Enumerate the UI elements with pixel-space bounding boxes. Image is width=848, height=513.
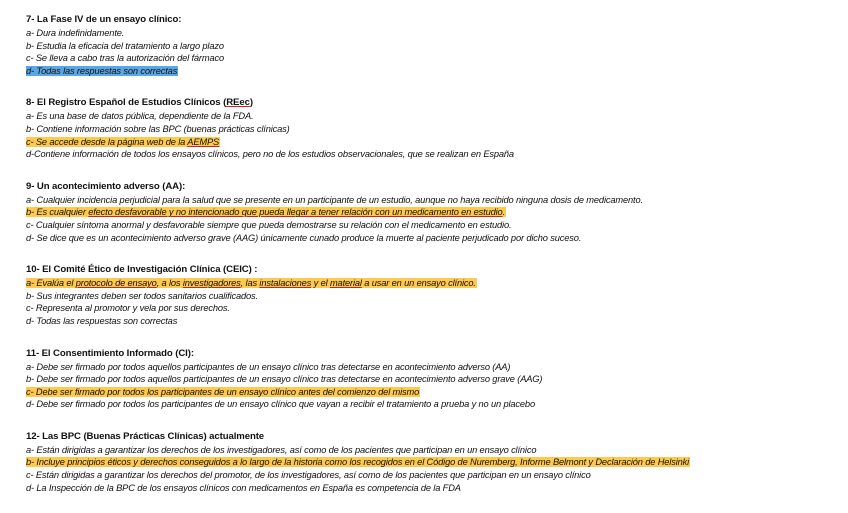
- question-12: [26, 431, 836, 494]
- question-title: 7- La Fase IV de un ensayo clínico:: [26, 14, 182, 25]
- question-8: [26, 97, 836, 160]
- option-b: b- Sus integrantes deben ser todos sanitarios cualificados.: [26, 290, 258, 301]
- option-c: c- Debe ser firmado por todos los participantes de un ensayo clínico antes del comienzo del mismo: [26, 386, 420, 397]
- underlined-term: investigadores: [182, 278, 241, 289]
- option-c: c- Están dirigidas a garantizar los derechos del promotor, de los investigadores, así como de los pacientes que participan en un ensayo clínico: [26, 470, 591, 481]
- option-b: b- Debe ser firmado por todos aquellos participantes de un ensayo clínico tras detectarse en acontecimiento adverso grave (AAG): [26, 374, 543, 385]
- option-a: a- Es una base de datos pública, dependiente de la FDA.: [26, 111, 254, 122]
- option-c: c- Se lleva a cabo tras la autorización del fármaco: [26, 53, 225, 64]
- underlined-term: material: [329, 278, 362, 289]
- question-title: 11- El Consentimiento Informado (CI):: [26, 347, 194, 359]
- option-d: d- Se dice que es un acontecimiento adverso grave (AAG) únicamente cunado produce la muerte al paciente perjudicado por dicho suceso.: [26, 232, 582, 243]
- option-c: c- Cualquier síntoma anormal y desfavorable siempre que pueda demostrarse su relación con el medicamento en estudio.: [26, 219, 512, 230]
- underlined-term: protocolo de ensayo: [75, 278, 157, 289]
- question-11: [26, 348, 836, 411]
- option-b: b- Contiene información sobre las BPC (buenas prácticas clínicas): [26, 123, 290, 134]
- option-b: b- Es cualquier efecto desfavorable y no intencionado que pueda llegar a tener relación con un medicamento en estudio.: [26, 207, 505, 218]
- question-title: 12- Las BPC (Buenas Prácticas Clínicas) actualmente: [26, 430, 265, 442]
- option-d: d- Todas las respuestas son correctas: [26, 315, 178, 326]
- option-d: d-Contiene información de todos los ensayos clínicos, pero no de los estudios observacionales, que se realizan en España: [26, 149, 514, 160]
- underlined-term: efecto desfavorable y no intencionado que pueda llegar a tener relación con un medicamento en estudio: [88, 207, 503, 218]
- question-9: [26, 181, 836, 244]
- underlined-term: instalaciones: [259, 278, 312, 289]
- question-7: [26, 14, 836, 77]
- underlined-term: REec: [226, 97, 250, 109]
- document-page: [26, 14, 836, 513]
- option-b: b- Incluye principios éticos y derechos conseguidos a lo largo de la historia como los recogidos en el Código de Nuremberg, Informe Belmont y Declaración de Helsinki: [26, 457, 690, 468]
- question-10: [26, 264, 836, 327]
- option-a: a- Evalúa el protocolo de ensayo, a los investigadores, las instalaciones y el material a usar en un ensayo clínico.: [26, 278, 476, 289]
- option-d: d- La Inspección de la BPC de los ensayos clínicos con medicamentos en España es competencia de la FDA: [26, 482, 461, 493]
- option-c: c- Representa al promotor y vela por sus derechos.: [26, 303, 230, 314]
- option-c: c- Se accede desde la página web de la AEMPS: [26, 136, 220, 147]
- option-a: a- Cualquier incidencia perjudicial para la salud que se presente en un participante de un estudio, aunque no haya recibido ninguna dosis de medicamento.: [26, 194, 643, 205]
- option-d: d- Todas las respuestas son correctas: [26, 65, 178, 76]
- option-b: b- Estudia la eficacia del tratamiento a largo plazo: [26, 40, 224, 51]
- option-a: a- Debe ser firmado por todos aquellos participantes de un ensayo clínico tras detectarse en acontecimiento adverso (AA): [26, 361, 511, 372]
- option-a: a- Dura indefinidamente.: [26, 28, 125, 38]
- underlined-term: AEMPS: [187, 136, 220, 147]
- question-title: 10- El Comité Ético de Investigación Clínica (CEIC) :: [26, 264, 258, 276]
- question-title: 8- El Registro Español de Estudios Clínicos (REec): [26, 97, 253, 109]
- question-title: 9- Un acontecimiento adverso (AA):: [26, 180, 186, 192]
- option-a: a- Están dirigidas a garantizar los derechos de los investigadores, así como de los pacientes que participan en un ensayo clínico: [26, 444, 537, 455]
- option-d: d- Debe ser firmado por todos los participantes de un ensayo clínico que vayan a recibir el tratamiento a prueba y no un placebo: [26, 399, 535, 410]
